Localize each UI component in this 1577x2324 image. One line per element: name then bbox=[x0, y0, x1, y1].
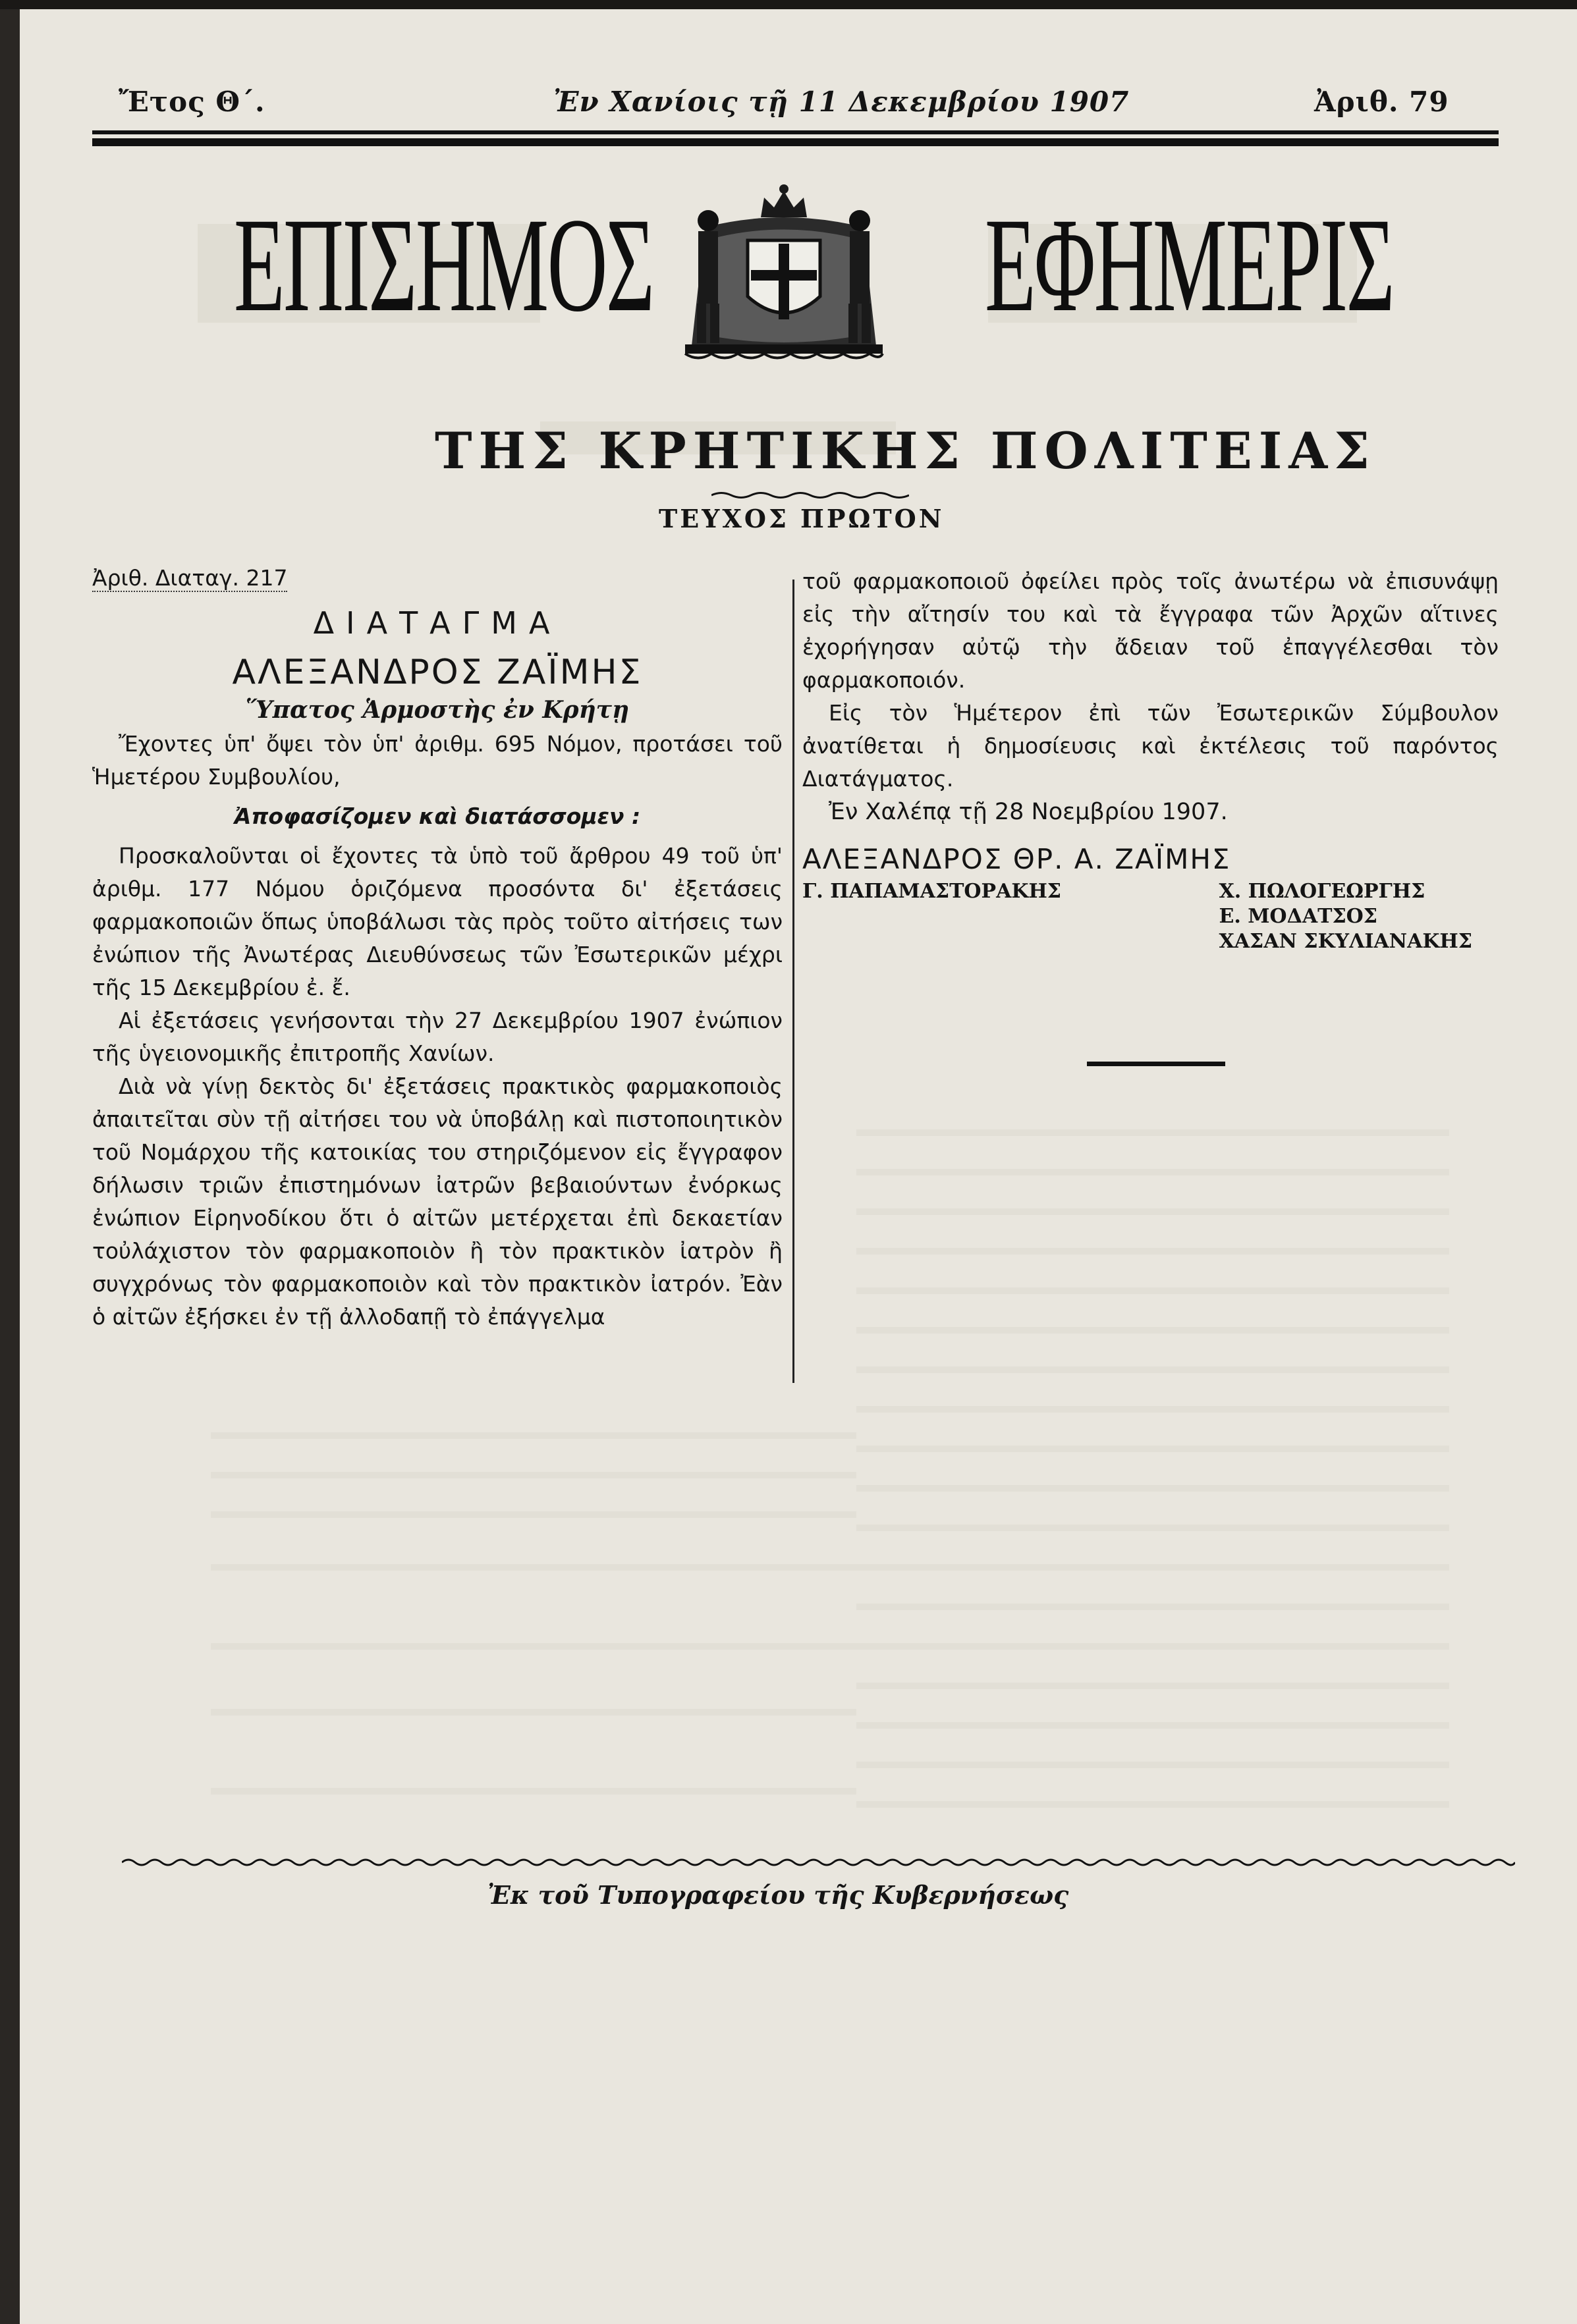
page-binding-edge bbox=[0, 0, 20, 2324]
footer-printer: Ἐκ τοῦ Τυπογραφείου τῆς Κυβερνήσεως bbox=[487, 1880, 1069, 1910]
coat-of-arms-icon bbox=[678, 181, 889, 365]
decree-paragraph-1: Προσκαλοῦνται οἱ ἔχοντες τὰ ὑπὸ τοῦ ἄρθρου 49 τοῦ ὑπ' ἀριθμ. 177 Νόμου ὁριζόμενα προσόντα δι' ἐξετάσεις φαρμακοποιῶν ὅπως ὑποβάλωσι τὰς πρὸς τοῦτο αἰτήσεις των ἐνώπιον τῆς Ἀνωτέρας Διευθύνσεως τῶν Ἐσωτερικῶν μέχρι τῆς 15 Δεκεμβρίου ἐ. ἔ. bbox=[92, 843, 783, 1000]
decree-signer: ΑΛΕΞΑΝΔΡΟΣ ΘΡ. Α. ΖΑΪΜΗΣ bbox=[802, 843, 1231, 875]
cosigner-2: Χ. ΠΩΛΟΓΕΩΡΓΗΣ bbox=[1219, 880, 1425, 903]
header-rule-thick bbox=[92, 130, 1499, 134]
masthead-subtitle: ΤΗΣ ΚΡΗΤΙΚΗΣ ΠΟΛΙΤΕΙΑΣ bbox=[435, 421, 1376, 480]
footer-wavy-rule bbox=[122, 1856, 1515, 1869]
issuer-name: ΑΛΕΞΑΝΔΡΟΣ ΖΑΪΜΗΣ bbox=[232, 653, 643, 692]
masthead-issue: ΤΕΥΧΟΣ ΠΡΩΤΟΝ bbox=[659, 504, 945, 533]
header-number: Ἀριθ. 79 bbox=[1314, 86, 1449, 118]
decree-paragraph-5: Εἰς τὸν Ἡμέτερον ἐπὶ τῶν Ἐσωτερικῶν Σύμβουλον ἀνατίθεται ἡ δημοσίευσις καὶ ἐκτέλεσις τοῦ παρόντος Διατάγματος. bbox=[802, 700, 1499, 792]
issue-ornament bbox=[711, 491, 909, 500]
decree-place-date: Ἐν Χαλέπᾳ τῇ 28 Νοεμβρίου 1907. bbox=[829, 799, 1228, 825]
column-divider bbox=[792, 580, 794, 1383]
decree-decides: Ἀποφασίζομεν καὶ διατάσσομεν : bbox=[234, 803, 641, 829]
masthead-title-right: ΕΦΗΜΕΡΙΣ bbox=[985, 190, 1394, 340]
page-top-edge bbox=[0, 0, 1577, 9]
header-year: Ἔτος Θ΄. bbox=[119, 86, 265, 118]
cosigner-3: Ε. ΜΟΔΑΤΣΟΣ bbox=[1219, 905, 1377, 928]
decree-preamble: Ἔχοντες ὑπ' ὄψει τὸν ὑπ' ἀριθμ. 695 Νόμον, προτάσει τοῦ Ἡμετέρου Συμβουλίου, bbox=[92, 731, 783, 790]
cosigner-4: ΧΑΣΑΝ ΣΚΥΛΙΑΝΑΚΗΣ bbox=[1219, 930, 1472, 953]
decree-number: Ἀριθ. Διαταγ. 217 bbox=[92, 565, 288, 591]
decree-paragraph-4: τοῦ φαρμακοποιοῦ ὀφείλει πρὸς τοῖς ἀνωτέρω νὰ ἐπισυνάψῃ εἰς τὴν αἴτησίν του καὶ τὰ ἔγγραφα τῶν Ἀρχῶν αἵτινες ἐχορήγησαν αὐτῷ τὴν ἄδειαν τοῦ ἐπαγγέλεσθαι τὸν φαρμακοποιόν. bbox=[802, 568, 1499, 693]
decree-title: ΔΙΑΤΑΓΜΑ bbox=[313, 605, 562, 641]
header-rule-double bbox=[92, 138, 1499, 146]
cosigners-right bbox=[1219, 879, 1472, 954]
cosigner-1: Γ. ΠΑΠΑΜΑΣΤΟΡΑΚΗΣ bbox=[802, 880, 1062, 903]
decree-paragraph-3: Διὰ νὰ γίνῃ δεκτὸς δι' ἐξετάσεις πρακτικὸς φαρμακοποιὸς ἀπαιτεῖται σὺν τῇ αἰτήσει του νὰ ὑποβάλῃ καὶ πιστοποιητικὸν τοῦ Νομάρχου τῆς κατοικίας του στηριζόμενον εἰς ἔγγραφον δήλωσιν τριῶν ἐπιστημόνων ἰατρῶν βεβαιούντων ἐνόρκως ἐνώπιον Εἰρηνοδίκου ὅτι ὁ αἰτῶν μετέρχεται ἐπὶ δεκαετίαν τοὐλάχιστον τὸν φαρμακοποιὸν ἢ τὸν πρακτικὸν ἰατρὸν ἢ συγχρόνως τὸν φαρμακοποιὸν καὶ τὸν πρακτικὸν ἰατρόν. Ἐὰν ὁ αἰτῶν ἐξήσκει ἐν τῇ ἀλλοδαπῇ τὸ ἐπάγγελμα bbox=[92, 1073, 783, 1330]
left-column bbox=[92, 565, 783, 1334]
decree-paragraph-2: Αἱ ἐξετάσεις γενήσονται τὴν 27 Δεκεμβρίου 1907 ἐνώπιον τῆς ὑγειονομικῆς ἐπιτροπῆς Χανίων. bbox=[92, 1008, 783, 1066]
right-column bbox=[802, 565, 1499, 954]
section-end-rule bbox=[1087, 1062, 1225, 1066]
issuer-title: Ὕπατος Ἁρμοστὴς ἐν Κρήτῃ bbox=[245, 696, 630, 724]
cosigners bbox=[802, 879, 1499, 954]
header-place-date: Ἐν Χανίοις τῇ 11 Δεκεμβρίου 1907 bbox=[553, 86, 1130, 118]
masthead-title-left: ΕΠΙΣΗΜΟΣ bbox=[234, 190, 653, 340]
